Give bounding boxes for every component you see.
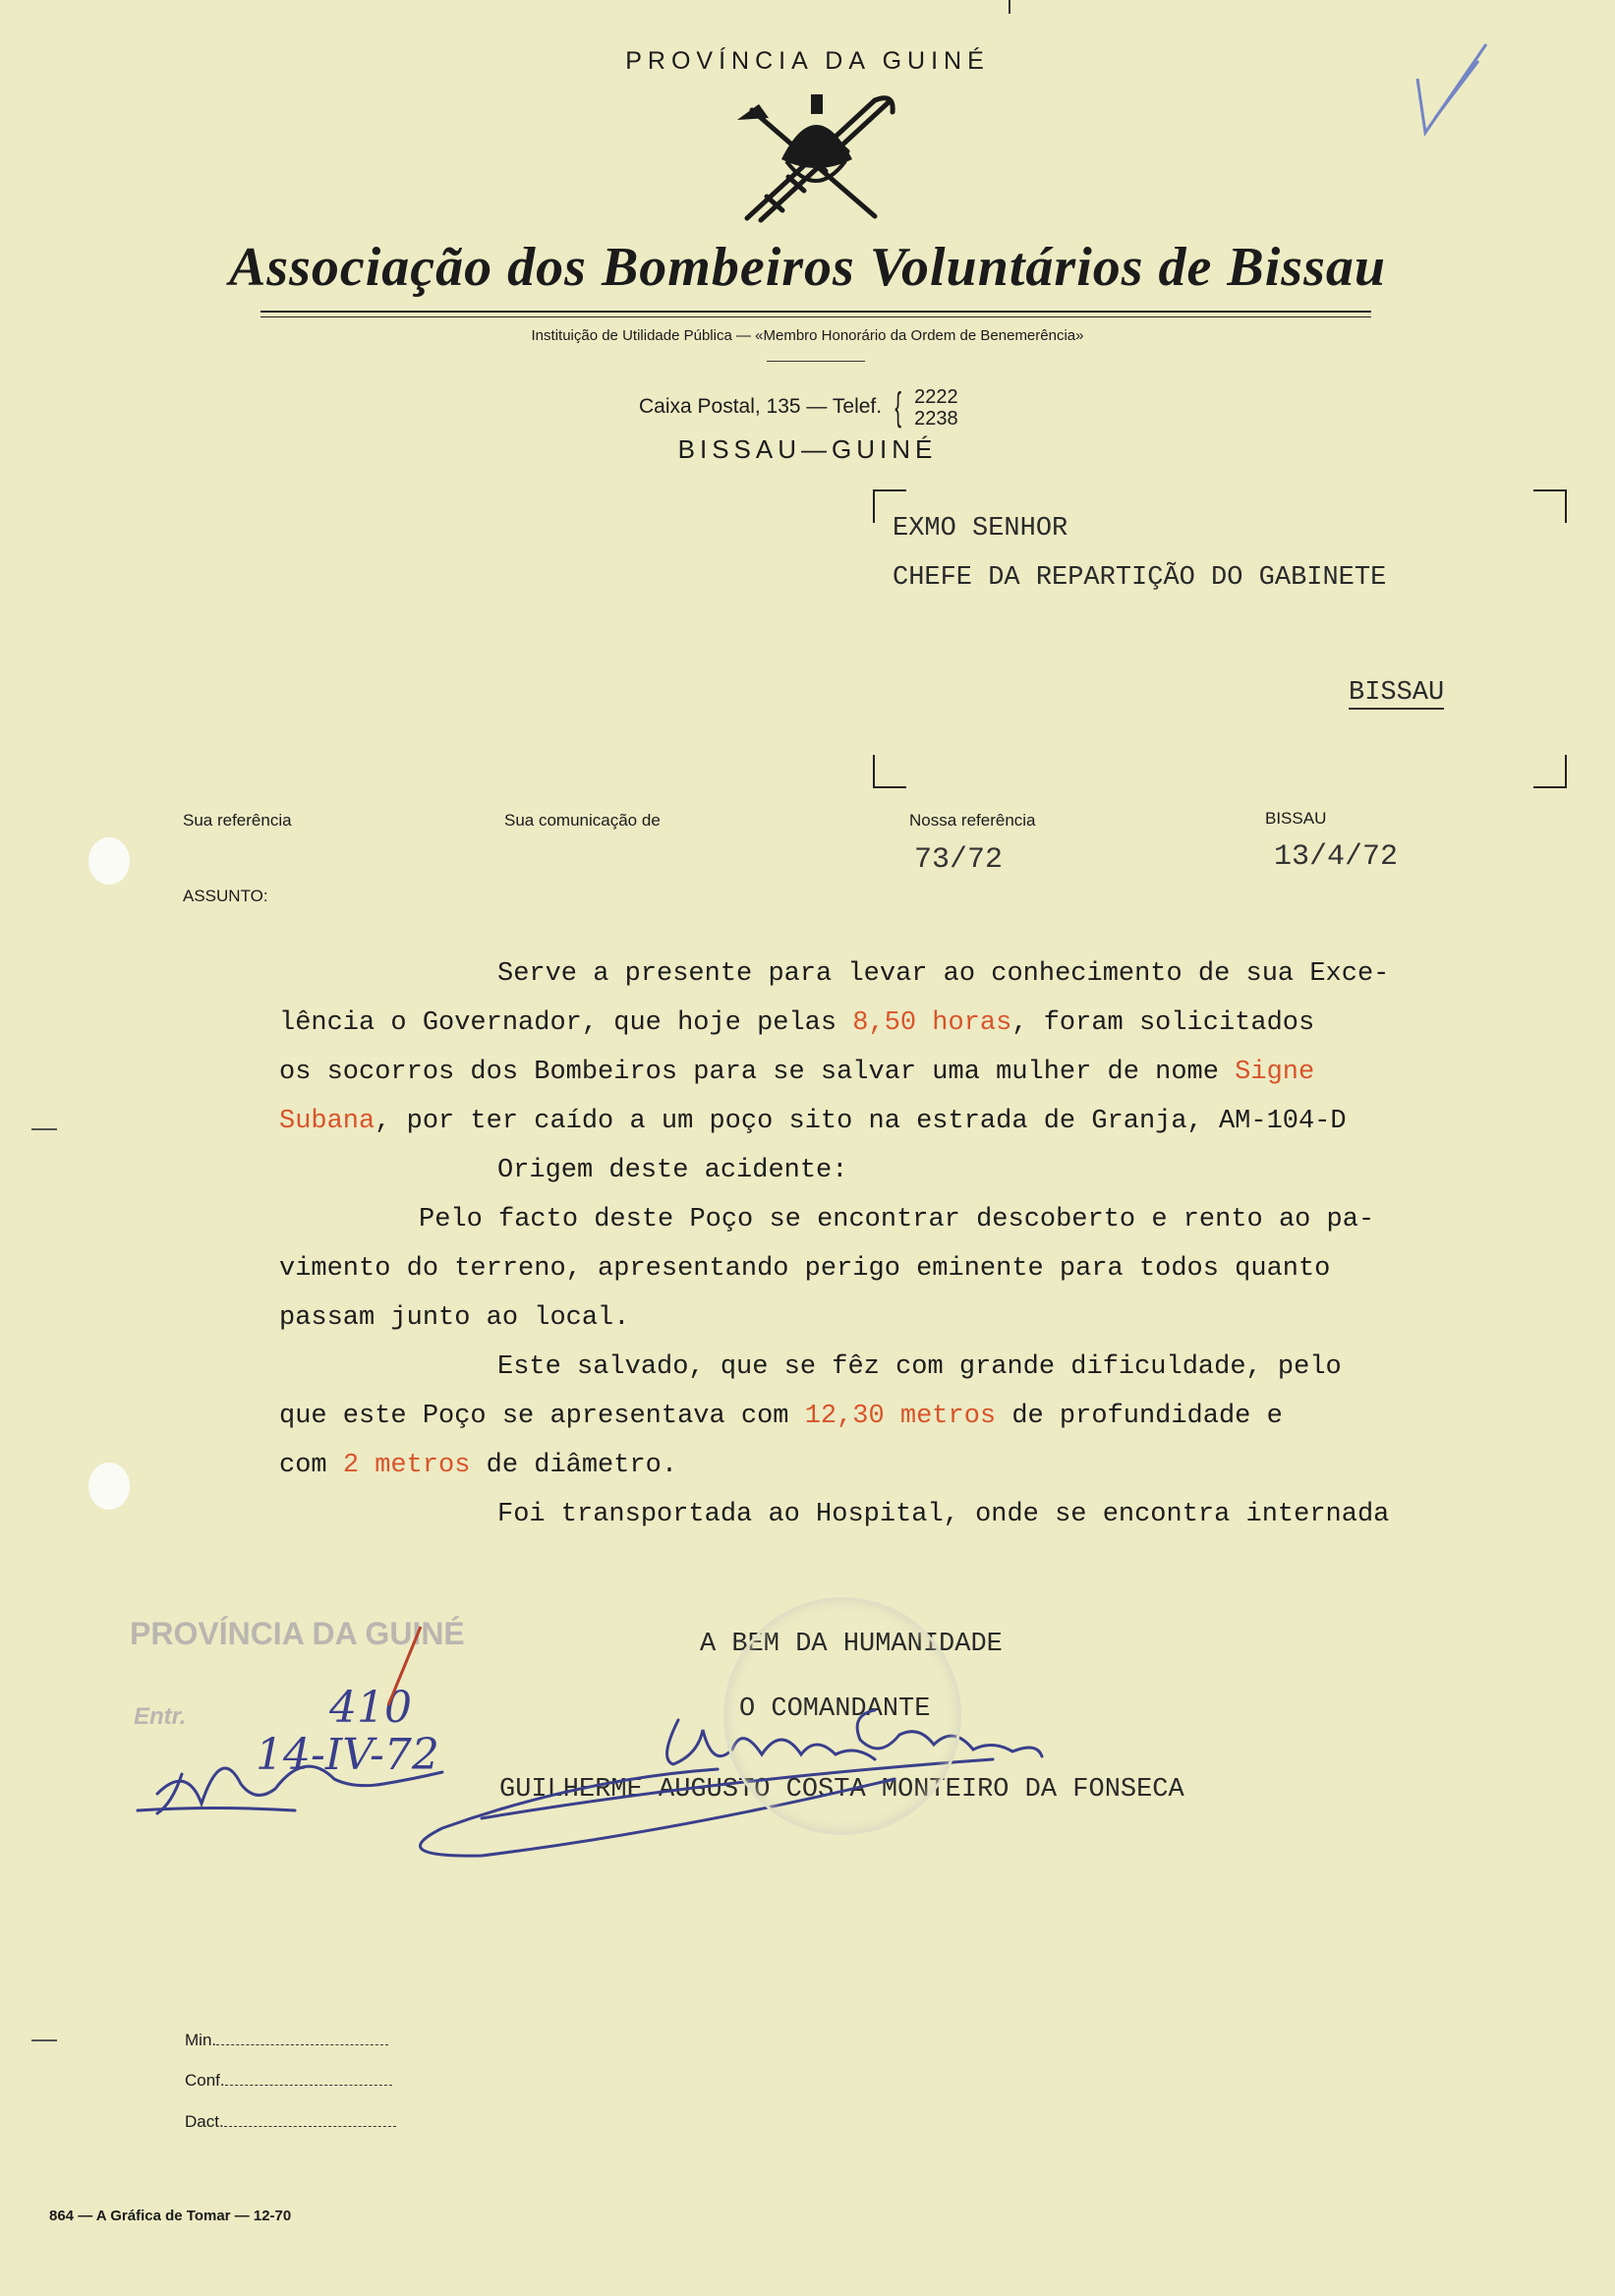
nossa-referencia-value: 73/72 xyxy=(914,843,1004,877)
printer-imprint: 864 — A Gráfica de Tomar — 12-70 xyxy=(49,2208,292,2224)
signatory-name: GUILHERME AUGUSTO COSTA MONTEIRO DA FONSECA xyxy=(499,1775,1184,1805)
highlight-name: Signe xyxy=(1235,1058,1315,1087)
highlight-surname: Subana xyxy=(279,1107,375,1136)
letterhead-city: BISSAU—GUINÉ xyxy=(677,434,938,464)
handwritten-number: 410 xyxy=(329,1683,412,1733)
highlight-diameter: 2 metros xyxy=(342,1451,471,1480)
dact-field: Dact. xyxy=(185,2112,396,2132)
body-line: Foi transportada ao Hospital, onde se encontra internada xyxy=(497,1500,1390,1529)
body-line: lência o Governador, que hoje pelas 8,50 horas, foram solicitados xyxy=(279,1008,1315,1038)
body-line: Origem deste acidente: xyxy=(497,1156,848,1185)
punch-hole xyxy=(88,837,130,885)
body-line: Subana, por ter caído a um poço sito na estrada de Granja, AM-104-D xyxy=(279,1107,1347,1136)
title-rule xyxy=(260,311,1371,313)
recipient-line-2: CHEFE DA REPARTIÇÃO DO GABINETE xyxy=(893,563,1387,593)
closing-salutation: A BEM DA HUMANIDADE xyxy=(700,1630,1003,1659)
firefighter-crest-icon xyxy=(727,90,904,226)
divider xyxy=(767,361,865,362)
address-corner xyxy=(1533,489,1567,523)
closing-title: O COMANDANTE xyxy=(739,1694,931,1724)
body-line: passam junto ao local. xyxy=(279,1303,630,1333)
postal-box: Caixa Postal, 135 — Telef. xyxy=(639,395,883,419)
embossed-seal xyxy=(723,1597,961,1835)
reception-stamp: PROVÍNCIA DA GUINÉ xyxy=(130,1616,465,1651)
recipient-city: BISSAU xyxy=(1349,678,1445,708)
body-line: vimento do terreno, apresentando perigo eminente para todos quanto xyxy=(279,1254,1331,1284)
fold-mark xyxy=(31,2039,57,2041)
highlight-depth: 12,30 metros xyxy=(804,1402,997,1431)
assunto-label: ASSUNTO: xyxy=(183,887,268,905)
fold-mark xyxy=(31,1128,57,1130)
body-line: Este salvado, que se fêz com grande dificuldade, pelo xyxy=(497,1352,1342,1382)
institution-line: Instituição de Utilidade Pública — «Membro Honorário da Ordem de Benemerência» xyxy=(531,327,1084,344)
conf-field: Conf. xyxy=(185,2071,392,2091)
body-line: que este Poço se apresentava com 12,30 metros de profundidade e xyxy=(279,1402,1283,1431)
body-line: os socorros dos Bombeiros para se salvar uma mulher de nome Signe xyxy=(279,1058,1315,1087)
bissau-label: BISSAU xyxy=(1265,809,1327,828)
punch-hole xyxy=(88,1463,130,1510)
body-line: Pelo facto deste Poço se encontrar descoberto e rento ao pa- xyxy=(419,1205,1375,1234)
stamp-entry-label: Entr. xyxy=(134,1703,187,1730)
body-line: com 2 metros de diâmetro. xyxy=(279,1451,678,1480)
sua-referencia-label: Sua referência xyxy=(183,811,292,830)
phone-1: 2222 xyxy=(914,385,958,408)
province-heading: PROVÍNCIA DA GUINÉ xyxy=(625,47,990,75)
phone-2: 2238 xyxy=(914,407,958,430)
contact-line: Caixa Postal, 135 — Telef. { 2222 2238 xyxy=(639,385,958,430)
address-corner xyxy=(873,755,906,788)
sua-comunicacao-label: Sua comunicação de xyxy=(504,811,661,830)
organization-name: Associação dos Bombeiros Voluntários de Bissau xyxy=(228,237,1387,298)
handwritten-date: 14-IV-72 xyxy=(256,1730,439,1780)
check-mark-icon xyxy=(1408,39,1496,147)
signature-scribbles xyxy=(128,1622,1258,1887)
body-line: Serve a presente para levar ao conhecimento de sua Exce- xyxy=(497,959,1390,989)
title-rule xyxy=(260,316,1371,317)
min-field: Min. xyxy=(185,2031,388,2050)
highlight-time: 8,50 horas xyxy=(852,1008,1012,1038)
recipient-line-1: EXMO SENHOR xyxy=(893,514,1068,544)
address-corner xyxy=(1533,755,1567,788)
nossa-referencia-label: Nossa referência xyxy=(909,811,1036,830)
top-tick xyxy=(1009,0,1010,14)
date-value: 13/4/72 xyxy=(1274,840,1399,874)
